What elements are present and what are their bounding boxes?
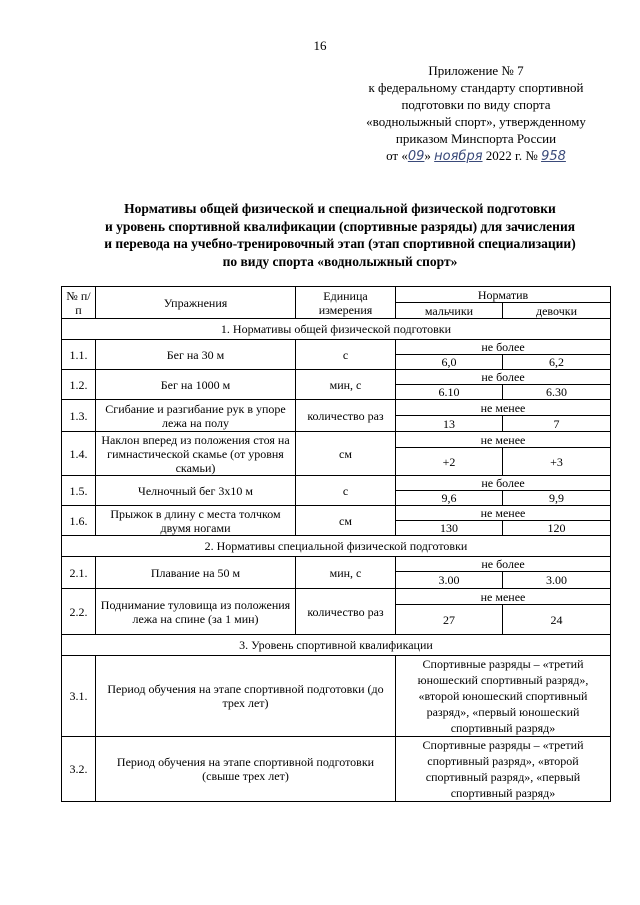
- row-boys-value: 6,0: [396, 355, 503, 370]
- row-girls-value: 3.00: [503, 572, 611, 589]
- table-row: [62, 589, 611, 605]
- appendix-date-line: [340, 147, 612, 165]
- appendix-block: [340, 62, 612, 165]
- section-title: 1. Нормативы общей физической подготовки: [62, 319, 611, 340]
- row-number: 3.2.: [62, 737, 96, 802]
- row-number: 3.1.: [62, 656, 96, 737]
- row-unit: см: [296, 506, 396, 536]
- row-unit: см: [296, 432, 396, 476]
- row-exercise: Период обучения на этапе спортивной подготовки (до трех лет): [96, 656, 396, 737]
- row-exercise: Плавание на 50 м: [96, 557, 296, 589]
- table-row: [62, 340, 611, 355]
- row-girls-value: 9,9: [503, 491, 611, 506]
- header-girls: девочки: [503, 303, 611, 319]
- row-unit: количество раз: [296, 589, 396, 635]
- row-boys-value: 130: [396, 521, 503, 536]
- date-mid: »: [424, 148, 431, 163]
- table-row: [62, 506, 611, 521]
- header-unit: Единица измерения: [296, 287, 396, 319]
- row-girls-value: 6.30: [503, 385, 611, 400]
- header-num: № п/п: [62, 287, 96, 319]
- appendix-line: «воднолыжный спорт», утвержденному: [366, 114, 586, 129]
- row-number: 1.3.: [62, 400, 96, 432]
- row-boys-value: 6.10: [396, 385, 503, 400]
- row-number: 1.6.: [62, 506, 96, 536]
- appendix-line: подготовки по виду спорта: [401, 97, 551, 112]
- title-line: Нормативы общей физической и специальной физической подготовки: [124, 201, 556, 216]
- row-boys-value: 3.00: [396, 572, 503, 589]
- row-exercise: Период обучения на этапе спортивной подготовки (свыше трех лет): [96, 737, 396, 802]
- page-number: 16: [313, 38, 327, 53]
- date-year: 2022 г. №: [485, 148, 538, 163]
- table-row: [62, 400, 611, 416]
- row-unit: с: [296, 340, 396, 370]
- row-number: 2.2.: [62, 589, 96, 635]
- row-unit: мин, с: [296, 370, 396, 400]
- table-row: [62, 476, 611, 491]
- row-qualifier: не менее: [396, 589, 611, 605]
- row-number: 1.4.: [62, 432, 96, 476]
- title-line: по виду спорта «воднолыжный спорт»: [222, 253, 458, 269]
- row-qualifier: не менее: [396, 506, 611, 521]
- table-row: [62, 432, 611, 448]
- section-title: 2. Нормативы специальной физической подготовки: [62, 536, 611, 557]
- table-row: [62, 557, 611, 572]
- row-qualifier: не более: [396, 557, 611, 572]
- appendix-line: к федеральному стандарту спортивной: [368, 80, 584, 95]
- table-row: [62, 656, 611, 737]
- row-qualifier: не более: [396, 340, 611, 355]
- row-qualifier: не более: [396, 370, 611, 385]
- row-qualifier: не менее: [396, 400, 611, 416]
- row-exercise: Бег на 1000 м: [96, 370, 296, 400]
- row-unit: количество раз: [296, 400, 396, 432]
- date-day: 09: [407, 149, 425, 164]
- row-unit: мин, с: [296, 557, 396, 589]
- title-line: и уровень спортивной квалификации (спортивные разряды) для зачисления: [104, 218, 576, 234]
- row-qualifier: не более: [396, 476, 611, 491]
- appendix-line: Приложение № 7: [428, 63, 524, 78]
- qualification-value: Спортивные разряды – «третий юношеский спортивный разряд», «второй юношеский спортивный разряд», «первый юношеский спортивный разряд»: [396, 656, 611, 737]
- row-exercise: Сгибание и разгибание рук в упоре лежа на полу: [96, 400, 296, 432]
- row-exercise: Наклон вперед из положения стоя на гимнастической скамье (от уровня скамьи): [96, 432, 296, 476]
- section-title: 3. Уровень спортивной квалификации: [62, 635, 611, 656]
- row-girls-value: 24: [503, 605, 611, 635]
- norms-table: [61, 286, 611, 802]
- row-exercise: Бег на 30 м: [96, 340, 296, 370]
- row-boys-value: +2: [396, 448, 503, 476]
- row-exercise: Прыжок в длину с места толчком двумя ногами: [96, 506, 296, 536]
- table-row: [62, 370, 611, 385]
- header-norm: Норматив: [396, 287, 611, 303]
- row-exercise: Поднимание туловища из положения лежа на спине (за 1 мин): [96, 589, 296, 635]
- row-boys-value: 9,6: [396, 491, 503, 506]
- row-number: 2.1.: [62, 557, 96, 589]
- row-qualifier: не менее: [396, 432, 611, 448]
- header-row: [62, 287, 611, 303]
- section-row: [62, 319, 611, 340]
- date-prefix: от «: [386, 148, 408, 163]
- header-exercise: Упражнения: [96, 287, 296, 319]
- row-girls-value: 120: [503, 521, 611, 536]
- row-exercise: Челночный бег 3x10 м: [96, 476, 296, 506]
- row-girls-value: 7: [503, 416, 611, 432]
- date-month: ноября: [434, 149, 483, 164]
- row-number: 1.1.: [62, 340, 96, 370]
- section-row: [62, 536, 611, 557]
- document-title: [70, 200, 610, 270]
- row-boys-value: 13: [396, 416, 503, 432]
- row-girls-value: 6,2: [503, 355, 611, 370]
- row-unit: с: [296, 476, 396, 506]
- row-number: 1.5.: [62, 476, 96, 506]
- appendix-line: приказом Минспорта России: [395, 131, 557, 146]
- order-number: 958: [541, 149, 566, 164]
- table-row: [62, 737, 611, 802]
- header-boys: мальчики: [396, 303, 503, 319]
- title-line: и перевода на учебно-тренировочный этап (этап спортивной специализации): [104, 236, 576, 251]
- row-girls-value: +3: [503, 448, 611, 476]
- qualification-value: Спортивные разряды – «третий спортивный разряд», «второй спортивный разряд», «первый спортивный разряд»: [396, 737, 611, 802]
- row-number: 1.2.: [62, 370, 96, 400]
- row-boys-value: 27: [396, 605, 503, 635]
- section-row: [62, 635, 611, 656]
